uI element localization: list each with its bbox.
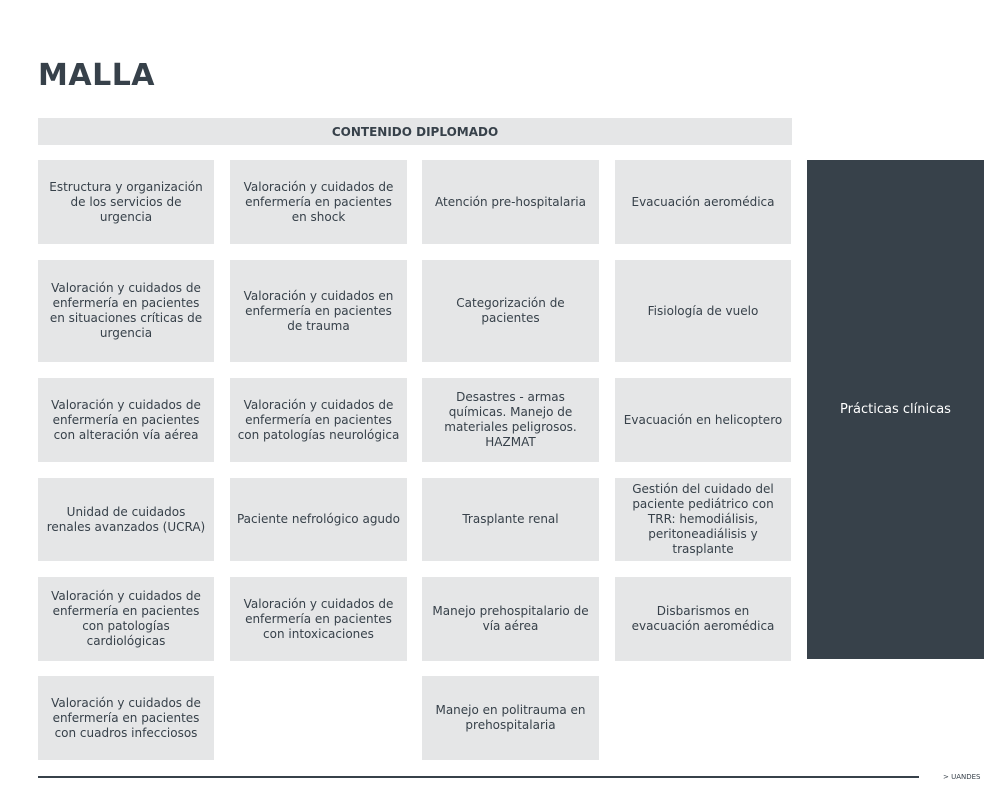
- course-cell: Manejo en politrauma en prehospitalaria: [422, 676, 599, 760]
- course-cell: Categorización de pacientes: [422, 260, 599, 362]
- course-cell: Manejo prehospitalario de vía aérea: [422, 577, 599, 661]
- course-cell: Valoración y cuidados de enfermería en pacientes con patologías cardiológicas: [38, 577, 214, 661]
- course-cell: Desastres - armas químicas. Manejo de materiales peligrosos. HAZMAT: [422, 378, 599, 462]
- course-cell: Unidad de cuidados renales avanzados (UCRA): [38, 478, 214, 561]
- course-cell: Gestión del cuidado del paciente pediátrico con TRR: hemodiálisis, peritoneadiálisis y trasplante: [615, 478, 791, 561]
- course-cell: Valoración y cuidados en enfermería en pacientes de trauma: [230, 260, 407, 362]
- footer-divider: [38, 776, 919, 778]
- course-cell: Disbarismos en evacuación aeromédica: [615, 577, 791, 661]
- brand-label: > UANDES: [943, 773, 981, 781]
- page-title: MALLA: [38, 58, 156, 93]
- course-cell: Valoración y cuidados de enfermería en pacientes con alteración vía aérea: [38, 378, 214, 462]
- course-cell: Valoración y cuidados de enfermería en pacientes en situaciones críticas de urgencia: [38, 260, 214, 362]
- course-cell: Valoración y cuidados de enfermería en pacientes con cuadros infecciosos: [38, 676, 214, 760]
- course-cell: Estructura y organización de los servicios de urgencia: [38, 160, 214, 244]
- course-cell: Trasplante renal: [422, 478, 599, 561]
- course-cell: Evacuación aeromédica: [615, 160, 791, 244]
- course-cell: Valoración y cuidados de enfermería en pacientes en shock: [230, 160, 407, 244]
- course-cell: Paciente nefrológico agudo: [230, 478, 407, 561]
- course-cell: Valoración y cuidados de enfermería en pacientes con patologías neurológica: [230, 378, 407, 462]
- course-cell: Atención pre-hospitalaria: [422, 160, 599, 244]
- practicas-clinicas-block: Prácticas clínicas: [807, 160, 984, 659]
- contenido-diplomado-header: CONTENIDO DIPLOMADO: [38, 118, 792, 145]
- course-cell: Fisiología de vuelo: [615, 260, 791, 362]
- course-cell: Evacuación en helicoptero: [615, 378, 791, 462]
- course-cell: Valoración y cuidados de enfermería en pacientes con intoxicaciones: [230, 577, 407, 661]
